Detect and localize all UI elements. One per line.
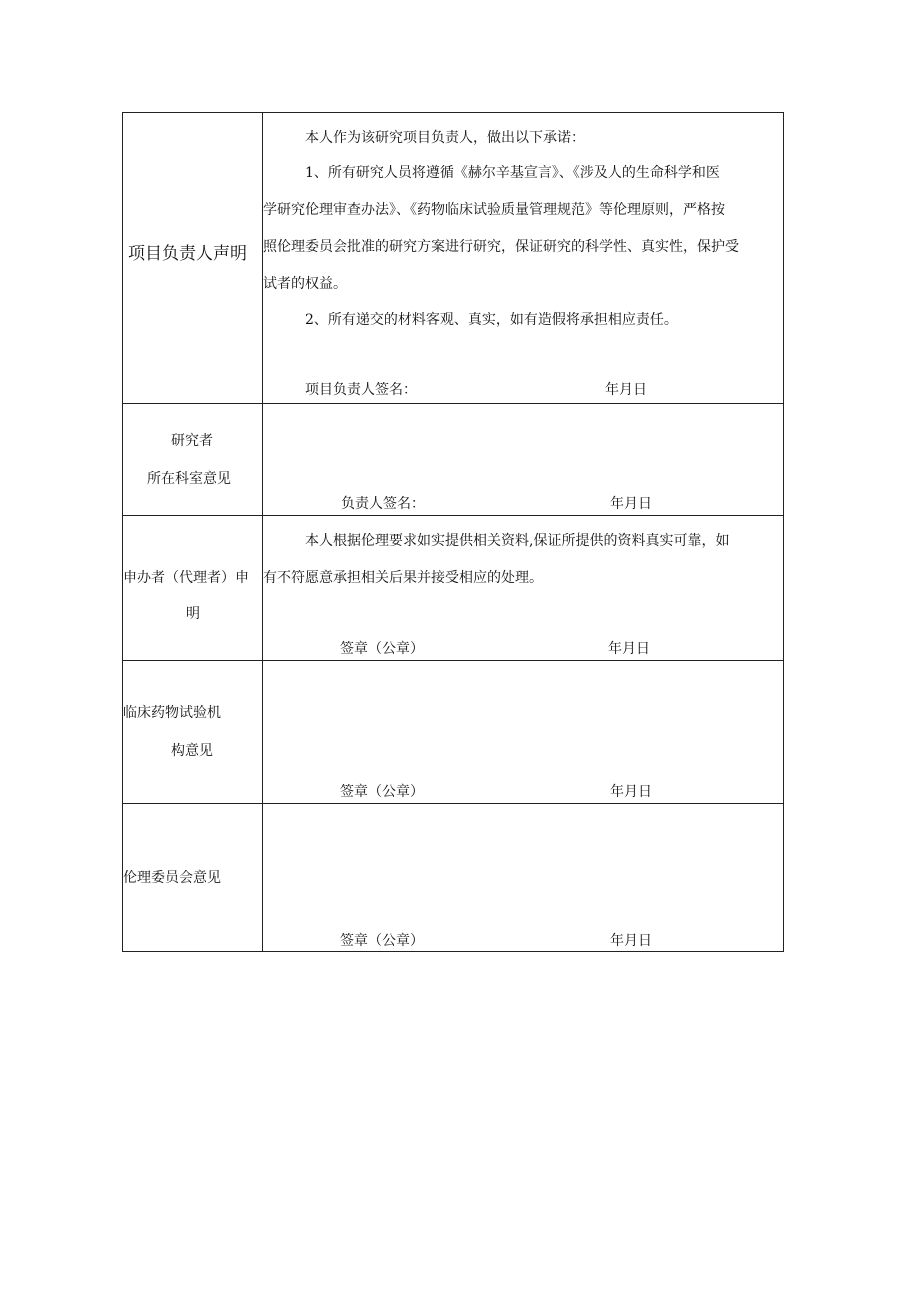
label-cell-sponsor-statement: [123, 516, 263, 660]
pi-commitment-item-2: 2、所有递交的材料客观、真实，如有造假将承担相应责任。: [305, 312, 678, 328]
institution-label-line1: 临床药物试验机: [123, 705, 221, 721]
institution-date-label: 年月日: [610, 784, 652, 800]
content-cell-sponsor-statement: [263, 516, 783, 660]
row-sponsor-statement: [123, 516, 783, 661]
sponsor-label-line1: 申办者（代理者）申: [123, 570, 249, 586]
pi-statement-label: 项目负责人声明: [128, 244, 247, 264]
sponsor-text-line2: 有不符愿意承担相关后果并接受相应的处理。: [263, 570, 543, 586]
sponsor-date-label: 年月日: [608, 641, 650, 657]
content-cell-ethics-opinion: [263, 804, 783, 951]
pi-date-label: 年月日: [605, 382, 647, 398]
label-cell-ethics-opinion: [123, 804, 263, 951]
pi-item1-line3: 照伦理委员会批准的研究方案进行研究，保证研究的科学性、真实性，保护受: [263, 239, 739, 255]
row-ethics-opinion: [123, 804, 783, 951]
pi-signature-label: 项目负责人签名：: [305, 382, 417, 398]
sponsor-seal-label: 签章（公章）: [340, 641, 424, 657]
pi-item1-line4: 试者的权益。: [263, 276, 347, 292]
sponsor-text-line1: 本人根据伦理要求如实提供相关资料,保证所提供的资料真实可靠，如: [305, 533, 730, 549]
content-cell-institution-opinion: [263, 661, 783, 803]
institution-seal-label: 签章（公章）: [340, 784, 424, 800]
dept-signature-label: 负责人签名：: [341, 496, 425, 512]
sponsor-label-line2: 明: [186, 606, 200, 622]
ethics-date-label: 年月日: [610, 933, 652, 949]
row-institution-opinion: [123, 661, 783, 804]
dept-label-line2: 所在科室意见: [147, 471, 231, 487]
label-cell-institution-opinion: [123, 661, 263, 803]
content-cell-pi-statement: [263, 113, 783, 403]
content-cell-dept-opinion: [263, 404, 783, 515]
institution-label-line2: 构意见: [171, 743, 213, 759]
dept-date-label: 年月日: [610, 496, 652, 512]
declaration-form-table: [122, 112, 784, 952]
pi-commitment-item-1: [263, 155, 783, 303]
label-cell-pi-statement: [123, 113, 263, 403]
dept-label-line1: 研究者: [171, 433, 213, 449]
row-dept-opinion: [123, 404, 783, 516]
pi-item1-line2: 学研究伦理审查办法》、《药物临床试验质量管理规范》等伦理原则，严格按: [263, 202, 725, 218]
pi-item1-line1: 1、所有研究人员将遵循《赫尔辛基宣言》、《涉及人的生命科学和医: [305, 165, 720, 181]
label-cell-dept-opinion: [123, 404, 263, 515]
row-pi-statement: [123, 113, 783, 404]
ethics-label: 伦理委员会意见: [123, 870, 221, 886]
pi-intro-text: 本人作为该研究项目负责人，做出以下承诺：: [305, 130, 585, 146]
ethics-seal-label: 签章（公章）: [340, 933, 424, 949]
